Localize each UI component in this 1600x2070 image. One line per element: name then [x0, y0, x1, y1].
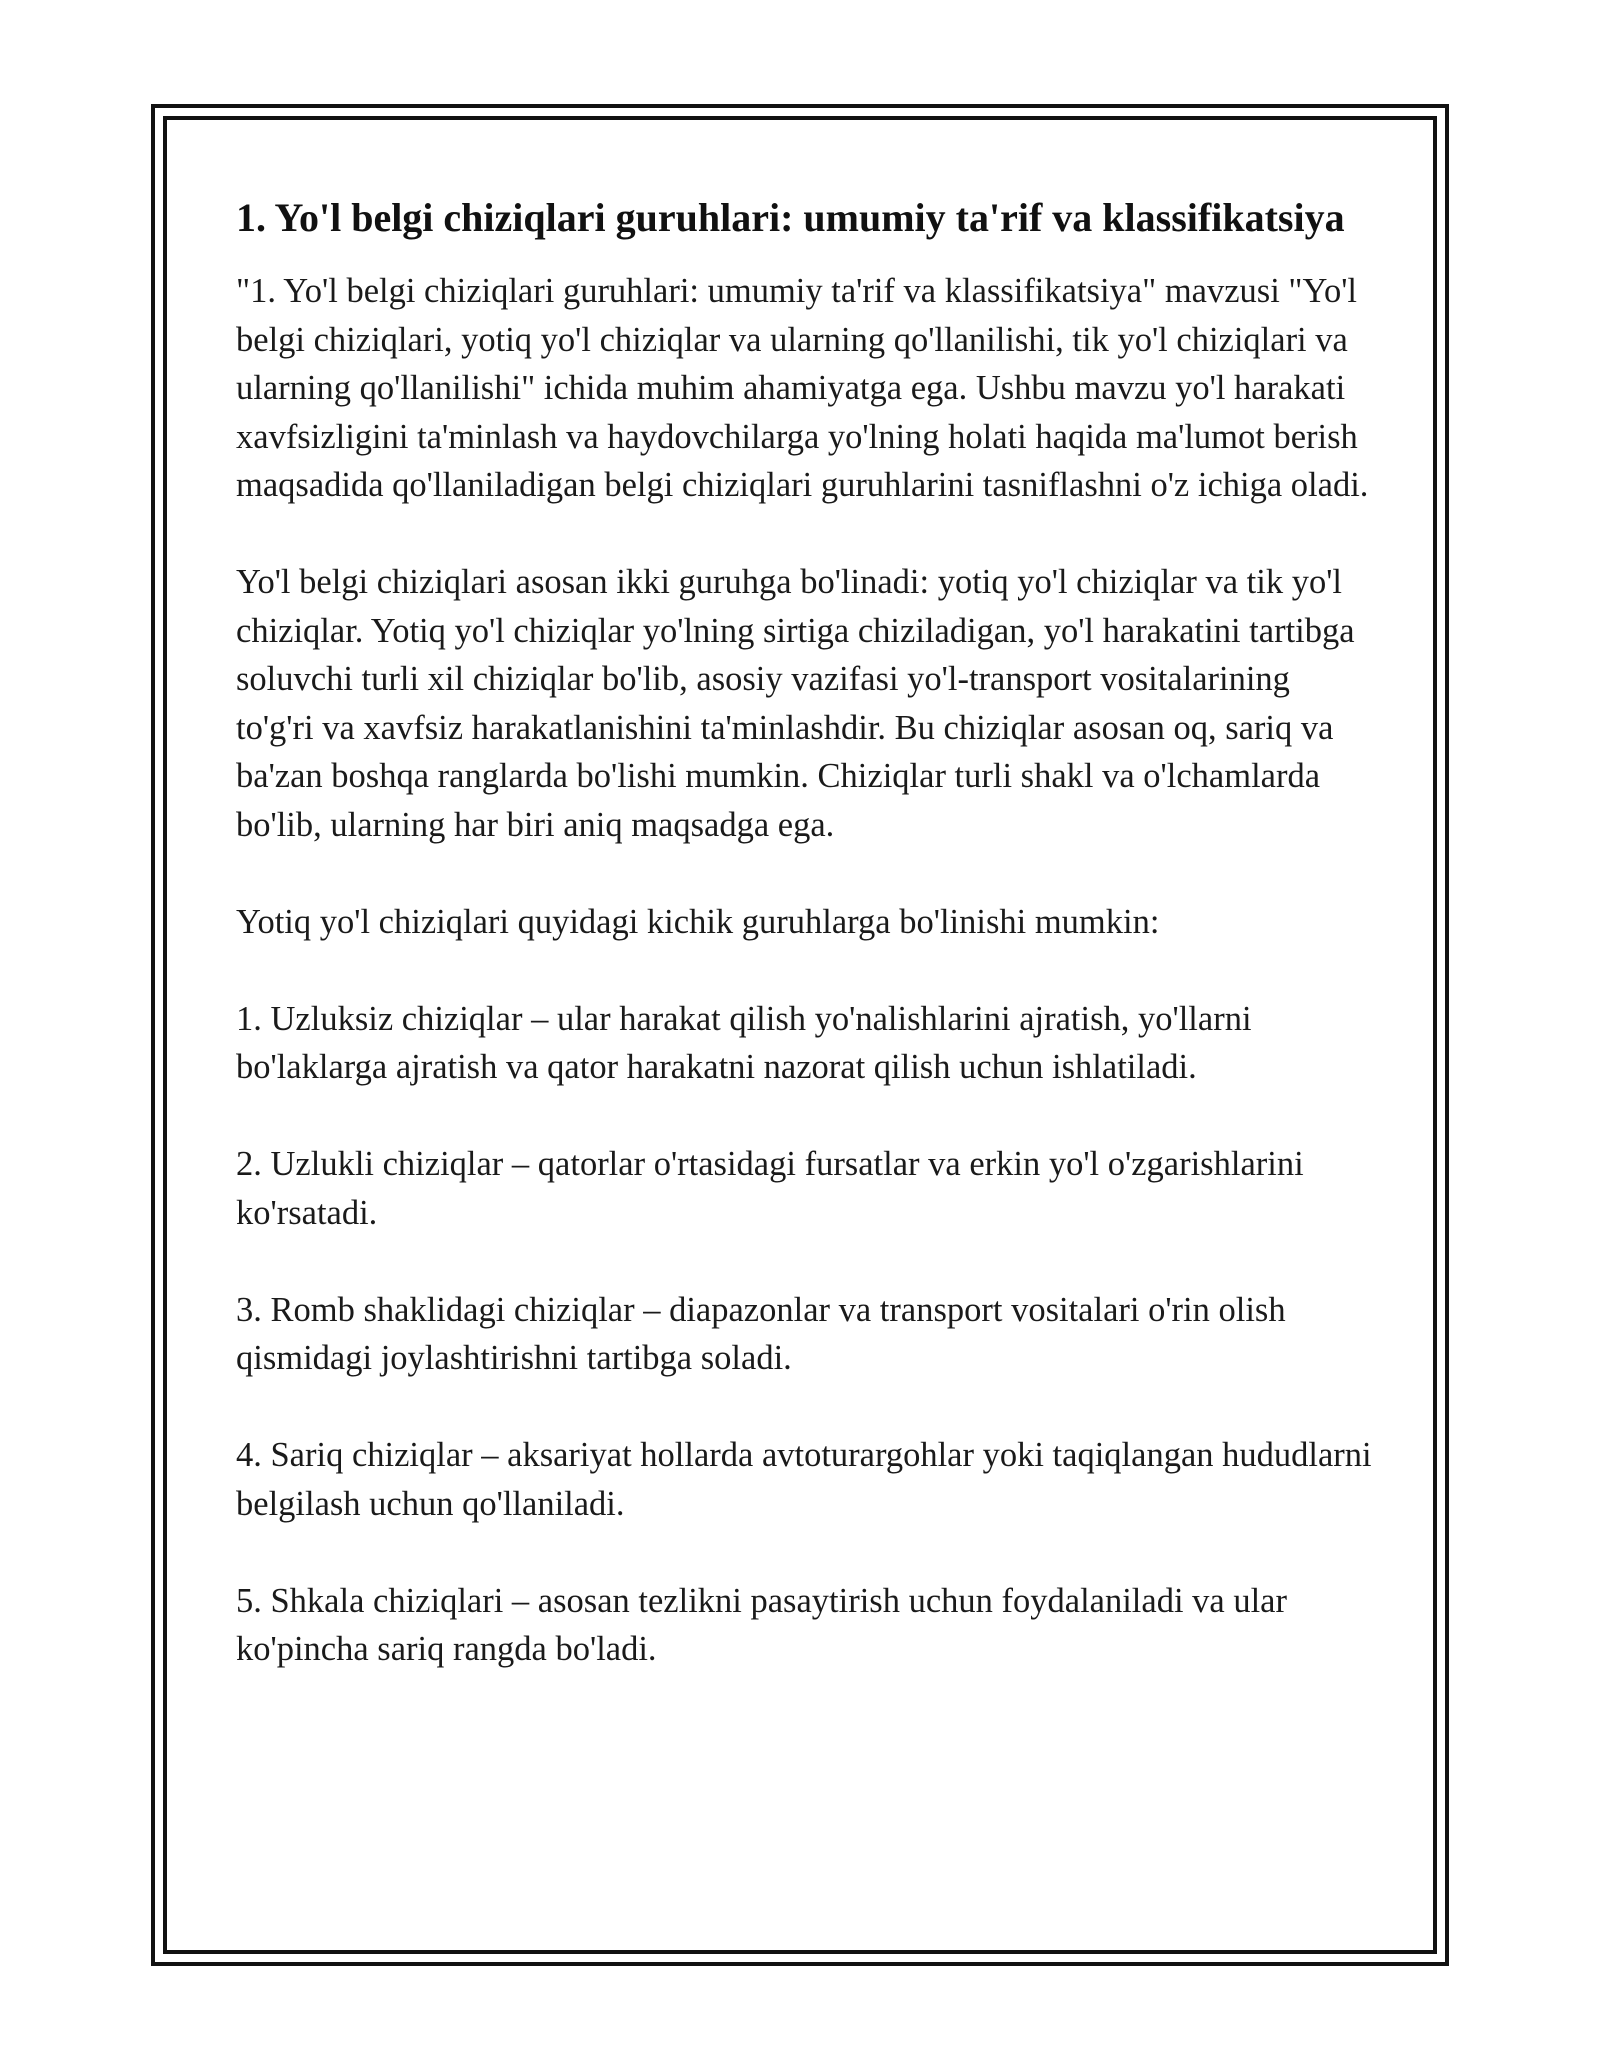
section-heading: 1. Yo'l belgi chiziqlari guruhlari: umumiy ta'rif va klassifikatsiya — [236, 195, 1345, 240]
document-content — [236, 190, 1372, 1722]
subgroups-intro-paragraph: Yotiq yo'l chiziqlari quyidagi kichik guruhlarga bo'linishi mumkin: — [236, 902, 1160, 941]
list-item-yellow-lines: 4. Sariq chiziqlar – aksariyat hollarda avtoturargohlar yoki taqiqlangan hududlarni belgilash uchun qo'llaniladi. — [236, 1436, 1372, 1523]
list-item-scale-lines: 5. Shkala chiziqlari – asosan tezlikni pasaytirish uchun foydalaniladi va ular ko'pincha sariq rangda bo'ladi. — [236, 1581, 1287, 1668]
list-item-dashed-lines: 2. Uzlukli chiziqlar – qatorlar o'rtasidagi fursatlar va erkin yo'l o'zgarishlarini ko'rsatadi. — [236, 1145, 1304, 1232]
list-item-continuous-lines: 1. Uzluksiz chiziqlar – ular harakat qilish yo'nalishlarini ajratish, yo'llarni bo'laklarga ajratish va qator harakatni nazorat qilish uchun ishlatiladi. — [236, 999, 1252, 1086]
groups-paragraph: Yo'l belgi chiziqlari asosan ikki guruhga bo'linadi: yotiq yo'l chiziqlar va tik yo'l chiziqlar. Yotiq yo'l chiziqlar yo'lning sirtiga chiziladigan, yo'l harakatini tartibga soluvchi turli xil chiziqlar bo'lib, asosiy vazifasi yo'l-transport vositalarining to'g'ri va xavfsiz harakatlanishini ta'minlashdir. Bu chiziqlar asosan oq, sariq va ba'zan boshqa ranglarda bo'lishi mumkin. Chiziqlar turli shakl va o'lchamlarda bo'lib, ularning har biri aniq maqsadga ega. — [236, 563, 1355, 844]
intro-paragraph: "1. Yo'l belgi chiziqlari guruhlari: umumiy ta'rif va klassifikatsiya" mavzusi "Yo'l belgi chiziqlari, yotiq yo'l chiziqlar va ularning qo'llanilishi, tik yo'l chiziqlari va ularning qo'llanilishi" ichida muhim ahamiyatga ega. Ushbu mavzu yo'l harakati xavfsizligini ta'minlash va haydovchilarga yo'lning holati haqida ma'lumot berish maqsadida qo'llaniladigan belgi chiziqlari guruhlarini tasniflashni o'z ichiga oladi. — [236, 272, 1369, 504]
list-item-rhombus-lines: 3. Romb shaklidagi chiziqlar – diapazonlar va transport vositalari o'rin olish qismidagi joylashtirishni tartibga soladi. — [236, 1290, 1286, 1377]
